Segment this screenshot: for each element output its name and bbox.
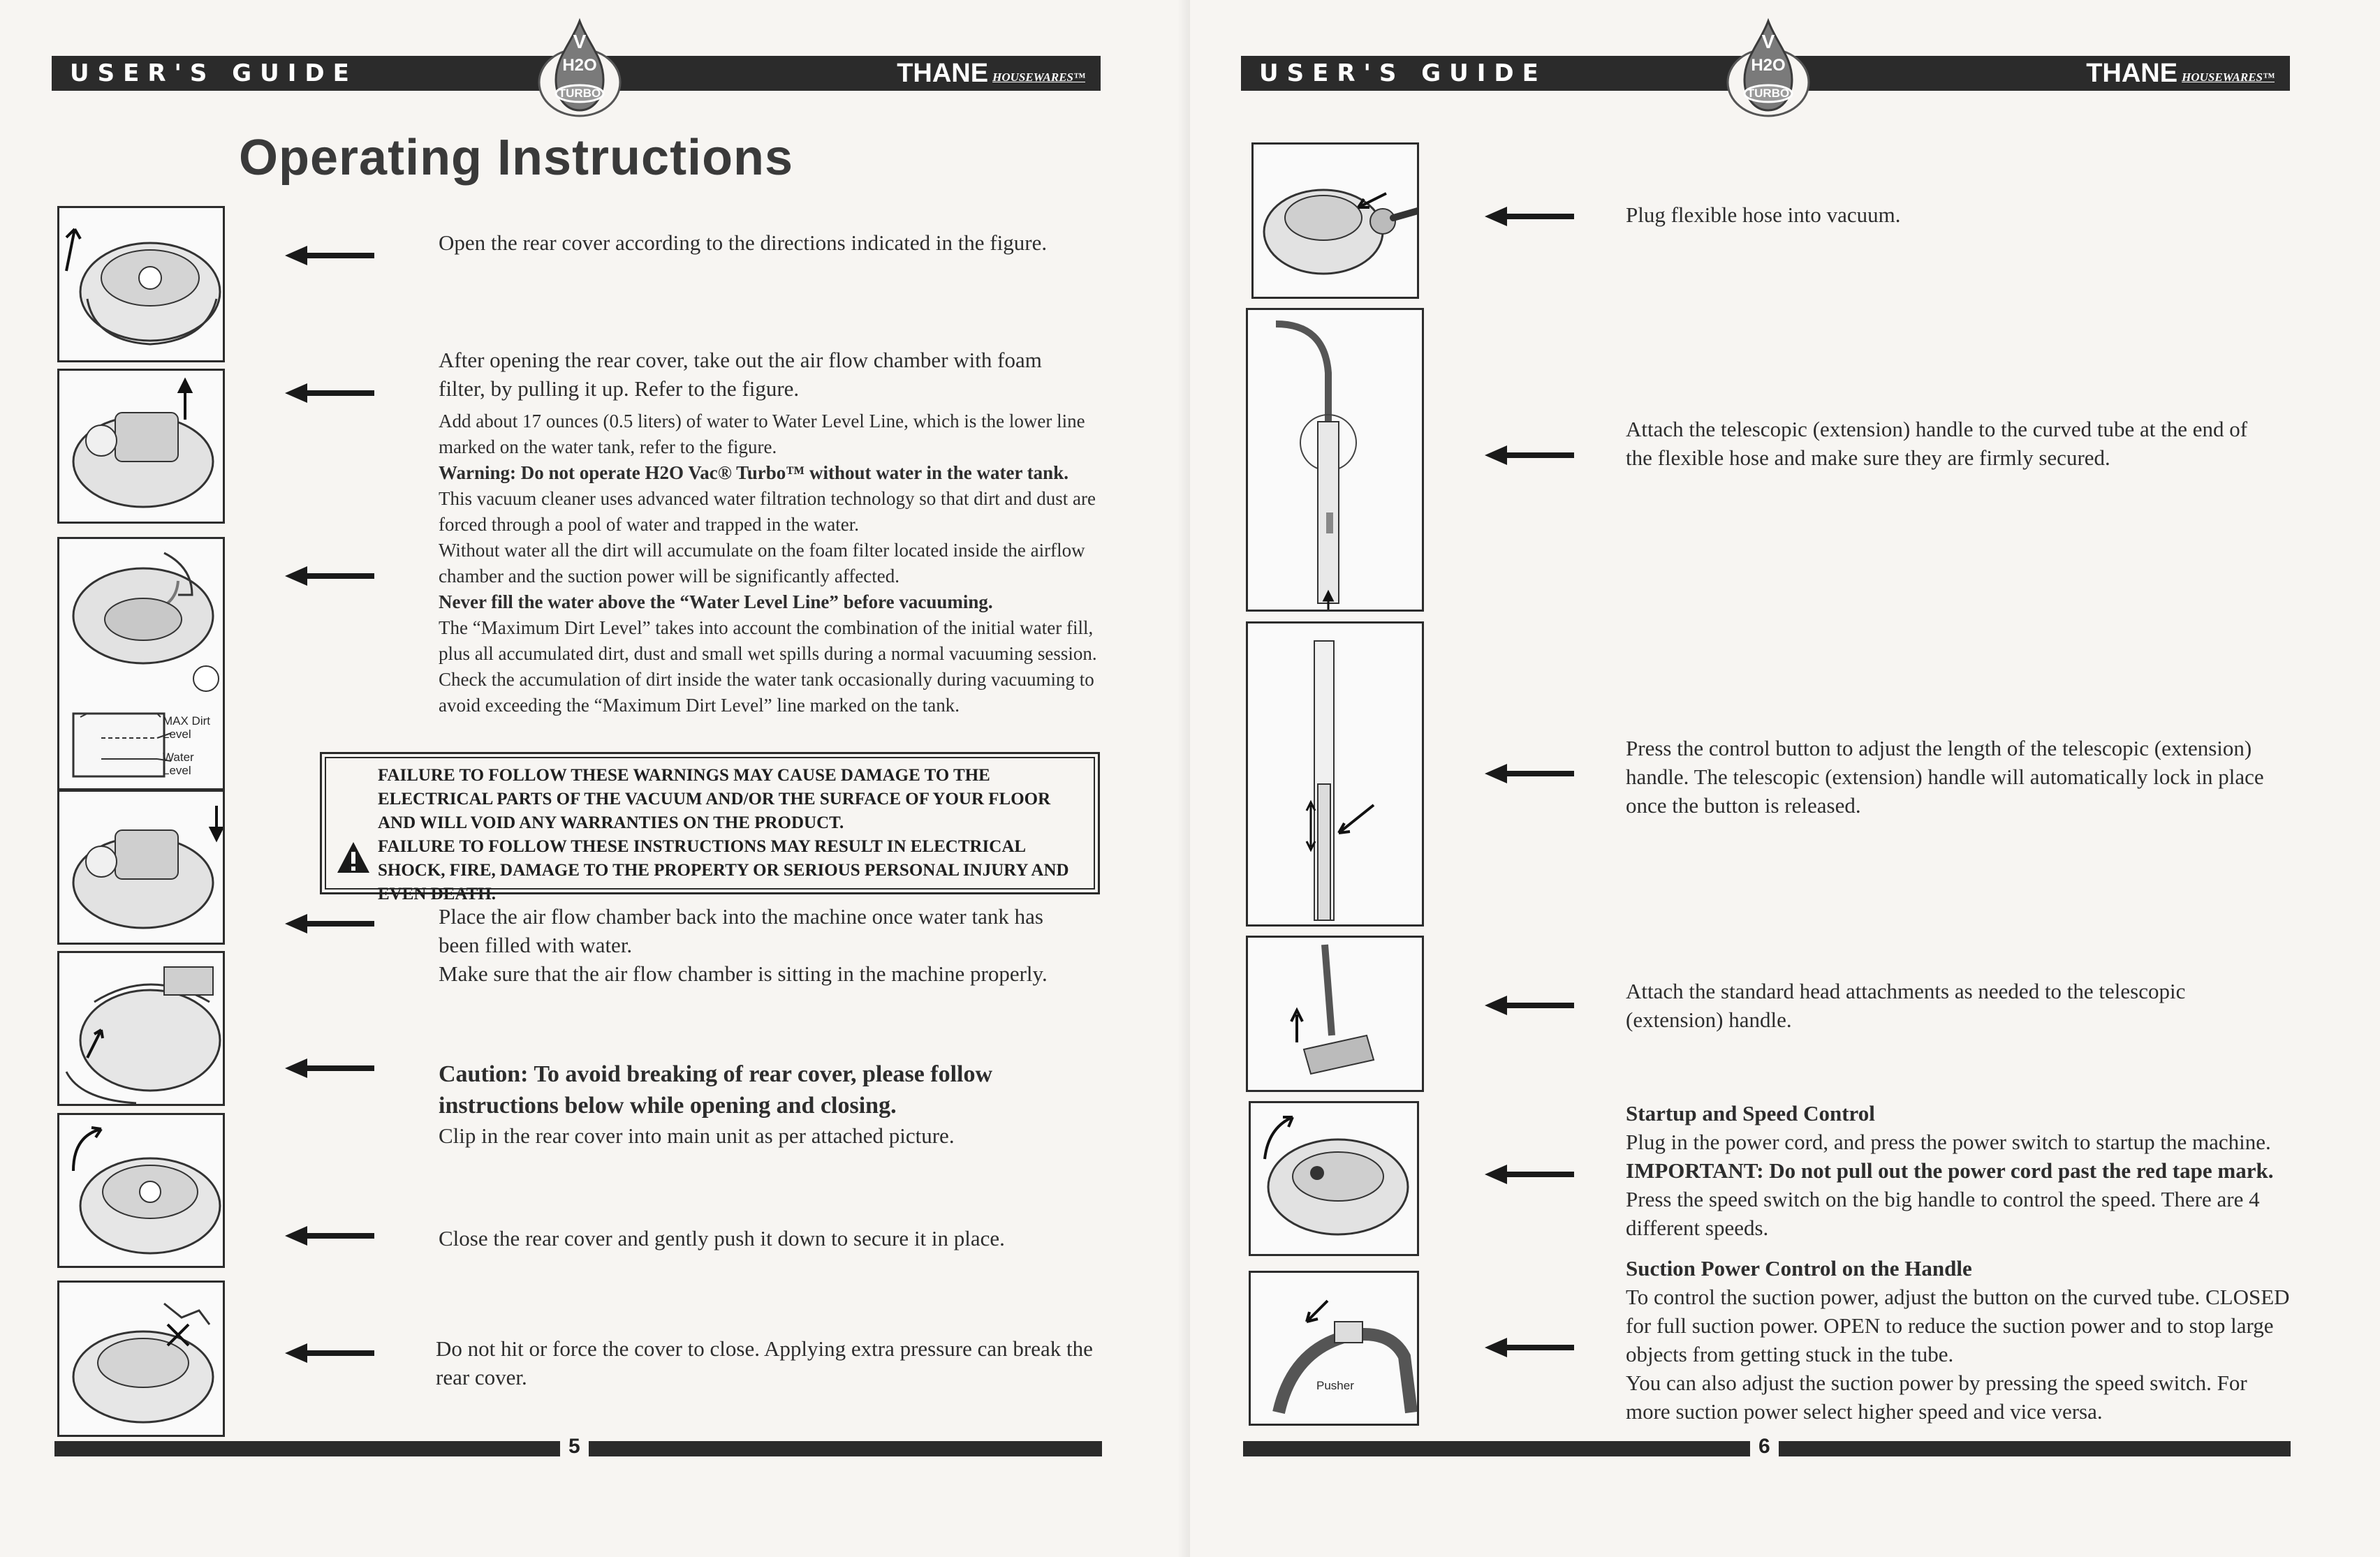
brand-sub: HOUSEWARES™: [992, 70, 1085, 84]
h2o-turbo-logo: [1719, 15, 1817, 120]
arrow-left-icon: [285, 1223, 374, 1248]
tank-water-label-line1: Water: [163, 751, 194, 764]
arrow-left-icon: [1485, 443, 1574, 468]
step-place-chamber-text2: Make sure that the air flow chamber is sitting in the machine properly.: [439, 961, 1048, 986]
figure-standard-head: [1246, 936, 1424, 1092]
warning-text-1: FAILURE TO FOLLOW THESE WARNINGS MAY CAUSE DAMAGE TO THE ELECTRICAL PARTS OF THE VACUUM AND/OR THE SURFACE OF YOUR FLOOR AND WILL VOID ANY WARRANTIES ON THE PRODUCT.: [378, 766, 1051, 832]
startup-text-b: Press the speed switch on the big handle to control the speed. There are 4 different speeds.: [1626, 1187, 2260, 1240]
figure-fill-water-tank: [57, 537, 225, 790]
figure-place-chamber-back: [57, 790, 225, 945]
water-warning: Warning: Do not operate H2O Vac® Turbo™ without water in the water tank.: [439, 462, 1068, 483]
figure-close-rear-cover: [57, 1113, 225, 1268]
water-line-3: Without water all the dirt will accumulate on the foam filter located inside the airflow chamber and the suction power will be significantly affected.: [439, 540, 1085, 586]
step-place-chamber-back: [439, 902, 1067, 988]
logo-h2o: H2O: [562, 56, 597, 75]
startup-text-a: Plug in the power cord, and press the power switch to startup the machine.: [1626, 1130, 2271, 1154]
step-plug-hose: Plug flexible hose into vacuum.: [1626, 202, 1901, 227]
page-number: 6: [1750, 1435, 1779, 1459]
tank-water-label: [163, 751, 194, 777]
tank-max-label: [163, 714, 210, 741]
logo-v: V: [573, 31, 587, 52]
arrow-left-icon: [1485, 993, 1574, 1018]
figure-telescopic-handle: [1246, 621, 1424, 927]
right-page: [1190, 0, 2380, 1557]
logo-turbo: TURBO: [1747, 87, 1790, 100]
startup-section: [1626, 1099, 2296, 1242]
brand-logo: [2086, 59, 2275, 89]
warning-box: [320, 752, 1100, 903]
figure-clip-rear-cover: [57, 951, 225, 1106]
page-number: 5: [560, 1435, 589, 1459]
suction-heading: Suction Power Control on the Handle: [1626, 1256, 1972, 1281]
step-take-out-chamber: After opening the rear cover, take out the air flow chamber with foam filter, by pulling it up. Refer to the figure.: [439, 348, 1042, 401]
figure-attach-handle: [1246, 308, 1424, 612]
brand-name: THANE: [897, 58, 989, 88]
figure-do-not-force-cover: [57, 1281, 225, 1437]
water-line-1: Add about 17 ounces (0.5 liters) of water to Water Level Line, which is the lower line marked on the water tank, refer to the figure.: [439, 411, 1085, 457]
tank-max-label-line1: MAX Dirt: [163, 714, 210, 728]
warning-triangle-icon: [336, 841, 371, 876]
step-telescopic-handle: Press the control button to adjust the length of the telescopic (extension) handle. The telescopic (extension) handle will automatically lock in place once the button is released.: [1626, 736, 2264, 818]
arrow-left-icon: [1485, 761, 1574, 786]
step-open-rear-cover: Open the rear cover according to the directions indicated in the figure.: [439, 230, 1048, 255]
arrow-left-icon: [1485, 204, 1574, 229]
h2o-turbo-logo: [531, 15, 629, 120]
figure-suction-control: [1249, 1271, 1419, 1426]
brand-name: THANE: [2086, 58, 2178, 88]
tank-water-label-line2: Level: [163, 764, 191, 777]
logo-turbo: TURBO: [558, 87, 601, 100]
figure-plug-hose: [1251, 142, 1419, 299]
water-instructions: [439, 408, 1101, 718]
startup-text: [1626, 1128, 2296, 1242]
guide-label: USER'S GUIDE: [1259, 59, 1547, 87]
guide-label: USER'S GUIDE: [70, 59, 358, 87]
suction-section: [1626, 1254, 2296, 1426]
suction-text: To control the suction power, adjust the button on the curved tube. CLOSED for full suction power. OPEN to reduce the suction power and to stop large objects from getting stuck in the tube.: [1626, 1285, 2290, 1366]
tank-max-label-line2: Level: [163, 728, 191, 741]
arrow-left-icon: [1485, 1162, 1574, 1187]
brand-logo: [897, 59, 1085, 89]
water-never-fill: Never fill the water above the “Water Level Line” before vacuuming.: [439, 591, 993, 612]
arrow-left-icon: [285, 243, 374, 268]
suction-text-2: You can also adjust the suction power by pressing the speed switch. For more suction power select higher speed and vice versa.: [1626, 1371, 2247, 1424]
step-standard-head: Attach the standard head attachments as needed to the telescopic (extension) handle.: [1626, 979, 2186, 1032]
arrow-left-icon: [285, 911, 374, 936]
water-line-2: This vacuum cleaner uses advanced water filtration technology so that dirt and dust are forced through a pool of water and trapped in the water.: [439, 488, 1096, 535]
figure-open-rear-cover: [57, 206, 225, 362]
logo-h2o: H2O: [1751, 56, 1786, 75]
arrow-left-icon: [285, 1341, 374, 1366]
step-close-rear-cover: Close the rear cover and gently push it down to secure it in place.: [439, 1226, 1005, 1250]
arrow-left-icon: [285, 381, 374, 406]
brand-sub: HOUSEWARES™: [2182, 70, 2275, 84]
page-title: Operating Instructions: [239, 130, 794, 186]
arrow-left-icon: [285, 563, 374, 589]
step-do-not-force: Do not hit or force the cover to close. Applying extra pressure can break the rear cover.: [436, 1336, 1093, 1389]
pusher-label: Pusher: [1316, 1379, 1354, 1392]
step-place-chamber-text: Place the air flow chamber back into the machine once water tank has been filled with water.: [439, 904, 1043, 957]
startup-important: IMPORTANT: Do not pull out the power cord past the red tape mark.: [1626, 1158, 2274, 1183]
warning-text-2: FAILURE TO FOLLOW THESE INSTRUCTIONS MAY RESULT IN ELECTRICAL SHOCK, FIRE, DAMAGE TO THE PROPERTY OR SERIOUS PERSONAL INJURY AND EVEN DEATH.: [378, 837, 1069, 903]
caution-heading: Caution: To avoid breaking of rear cover, please follow instructions below while opening and closing.: [439, 1061, 993, 1119]
step-caution: [439, 1058, 1101, 1150]
caution-text: Clip in the rear cover into main unit as per attached picture.: [439, 1123, 955, 1148]
figure-take-out-chamber: [57, 369, 225, 524]
arrow-left-icon: [285, 1056, 374, 1081]
logo-v: V: [1761, 31, 1775, 52]
startup-heading: Startup and Speed Control: [1626, 1101, 1875, 1126]
arrow-left-icon: [1485, 1335, 1574, 1360]
step-attach-handle: Attach the telescopic (extension) handle to the curved tube at the end of the flexible hose and make sure they are firmly secured.: [1626, 417, 2248, 470]
figure-power-switch: [1249, 1101, 1419, 1256]
water-line-4: The “Maximum Dirt Level” takes into account the combination of the initial water fill, plus all accumulated dirt, dust and small wet spills during a normal vacuuming session. Check the accumulation of dirt inside the water tank occasionally during vacuuming to avoid exceeding the “Maximum Dirt Level” line marked on the tank.: [439, 617, 1097, 716]
